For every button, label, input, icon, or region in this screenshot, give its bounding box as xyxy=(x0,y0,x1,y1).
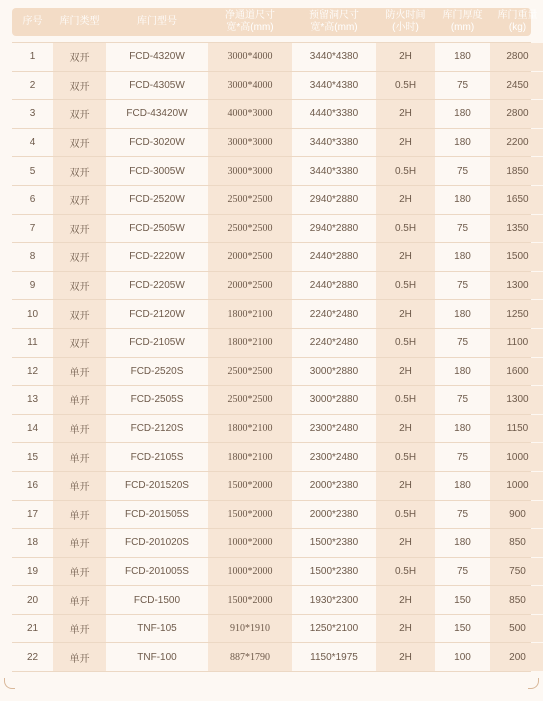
cell-fire-rating: 0.5H xyxy=(376,558,435,586)
cell-thickness: 180 xyxy=(435,358,490,386)
cell-clear-opening: 3000*4000 xyxy=(208,43,292,71)
cell-index: 13 xyxy=(12,386,53,414)
cell-clear-opening: 3000*3000 xyxy=(208,157,292,185)
cell-door-type: 双开 xyxy=(53,157,106,185)
cell-reserved-opening: 2240*2480 xyxy=(292,329,376,357)
cell-fire-rating: 0.5H xyxy=(376,72,435,100)
table-row xyxy=(12,558,531,587)
cell-index: 3 xyxy=(12,100,53,128)
cell-door-model: FCD-4305W xyxy=(106,72,208,100)
cell-clear-opening: 2000*2500 xyxy=(208,272,292,300)
cell-index: 11 xyxy=(12,329,53,357)
cell-door-type: 双开 xyxy=(53,329,106,357)
cell-weight: 500 xyxy=(490,615,543,643)
cell-index: 17 xyxy=(12,501,53,529)
cell-thickness: 75 xyxy=(435,329,490,357)
cell-door-type: 单开 xyxy=(53,472,106,500)
cell-weight: 2800 xyxy=(490,100,543,128)
cell-weight: 1250 xyxy=(490,300,543,328)
cell-door-model: FCD-2505S xyxy=(106,386,208,414)
cell-thickness: 75 xyxy=(435,215,490,243)
table-row xyxy=(12,586,531,615)
cell-fire-rating: 2H xyxy=(376,186,435,214)
cell-reserved-opening: 2440*2880 xyxy=(292,272,376,300)
cell-clear-opening: 1800*2100 xyxy=(208,329,292,357)
cell-reserved-opening: 1930*2300 xyxy=(292,586,376,614)
table-row xyxy=(12,501,531,530)
cell-door-type: 双开 xyxy=(53,186,106,214)
cell-door-model: FCD-2105S xyxy=(106,443,208,471)
cell-clear-opening: 1000*2000 xyxy=(208,558,292,586)
cell-door-type: 单开 xyxy=(53,558,106,586)
cell-weight: 1150 xyxy=(490,415,543,443)
table-row xyxy=(12,358,531,387)
cell-reserved-opening: 3000*2880 xyxy=(292,386,376,414)
cell-door-type: 双开 xyxy=(53,72,106,100)
cell-weight: 850 xyxy=(490,529,543,557)
cell-clear-opening: 1000*2000 xyxy=(208,529,292,557)
cell-door-model: FCD-2520W xyxy=(106,186,208,214)
cell-door-model: FCD-3005W xyxy=(106,157,208,185)
cell-weight: 850 xyxy=(490,586,543,614)
cell-index: 20 xyxy=(12,586,53,614)
cell-door-model: FCD-2520S xyxy=(106,358,208,386)
cell-door-model: TNF-100 xyxy=(106,643,208,671)
cell-weight: 1650 xyxy=(490,186,543,214)
cell-index: 4 xyxy=(12,129,53,157)
cell-clear-opening: 1500*2000 xyxy=(208,586,292,614)
table-header xyxy=(12,8,538,36)
cell-clear-opening: 3000*4000 xyxy=(208,72,292,100)
cell-reserved-opening: 1500*2380 xyxy=(292,529,376,557)
cell-fire-rating: 0.5H xyxy=(376,501,435,529)
cell-reserved-opening: 4440*3380 xyxy=(292,100,376,128)
table-body xyxy=(12,42,531,672)
table-row xyxy=(12,243,531,272)
cell-index: 7 xyxy=(12,215,53,243)
cell-clear-opening: 1800*2100 xyxy=(208,415,292,443)
cell-index: 10 xyxy=(12,300,53,328)
cell-weight: 900 xyxy=(490,501,543,529)
cell-reserved-opening: 2940*2880 xyxy=(292,186,376,214)
cell-thickness: 75 xyxy=(435,272,490,300)
cell-door-type: 单开 xyxy=(53,643,106,671)
cell-thickness: 180 xyxy=(435,300,490,328)
cell-fire-rating: 2H xyxy=(376,243,435,271)
cell-clear-opening: 4000*3000 xyxy=(208,100,292,128)
cell-clear-opening: 1500*2000 xyxy=(208,501,292,529)
cell-door-type: 双开 xyxy=(53,272,106,300)
header-weight: 库门重量 (kg) xyxy=(497,10,538,33)
cell-thickness: 180 xyxy=(435,129,490,157)
cell-door-model: FCD-201005S xyxy=(106,558,208,586)
table-row xyxy=(12,157,531,186)
cell-door-model: TNF-105 xyxy=(106,615,208,643)
cell-index: 14 xyxy=(12,415,53,443)
cell-clear-opening: 2000*2500 xyxy=(208,243,292,271)
cell-door-type: 单开 xyxy=(53,615,106,643)
cell-door-type: 双开 xyxy=(53,215,106,243)
cell-door-type: 单开 xyxy=(53,386,106,414)
cell-reserved-opening: 3440*4380 xyxy=(292,43,376,71)
cell-reserved-opening: 2000*2380 xyxy=(292,472,376,500)
cell-fire-rating: 2H xyxy=(376,643,435,671)
cell-weight: 2800 xyxy=(490,43,543,71)
table-row xyxy=(12,643,531,672)
cell-reserved-opening: 2300*2480 xyxy=(292,415,376,443)
table-row xyxy=(12,615,531,644)
cell-clear-opening: 3000*3000 xyxy=(208,129,292,157)
cell-thickness: 75 xyxy=(435,558,490,586)
cell-reserved-opening: 2240*2480 xyxy=(292,300,376,328)
cell-thickness: 180 xyxy=(435,100,490,128)
cell-fire-rating: 2H xyxy=(376,615,435,643)
header-index: 序号 xyxy=(22,16,43,27)
cell-fire-rating: 2H xyxy=(376,586,435,614)
cell-thickness: 180 xyxy=(435,43,490,71)
cell-reserved-opening: 1500*2380 xyxy=(292,558,376,586)
cell-door-type: 单开 xyxy=(53,415,106,443)
cell-clear-opening: 2500*2500 xyxy=(208,358,292,386)
cell-door-type: 单开 xyxy=(53,358,106,386)
header-reserved-opening: 预留洞尺寸 宽*高(mm) xyxy=(309,10,359,33)
cell-weight: 1850 xyxy=(490,157,543,185)
cell-weight: 1350 xyxy=(490,215,543,243)
cell-reserved-opening: 2940*2880 xyxy=(292,215,376,243)
cell-weight: 1000 xyxy=(490,443,543,471)
cell-door-model: FCD-201020S xyxy=(106,529,208,557)
table-row xyxy=(12,300,531,329)
cell-reserved-opening: 2300*2480 xyxy=(292,443,376,471)
cell-door-type: 双开 xyxy=(53,243,106,271)
cell-weight: 1300 xyxy=(490,272,543,300)
cell-fire-rating: 2H xyxy=(376,472,435,500)
cell-fire-rating: 2H xyxy=(376,358,435,386)
cell-door-type: 双开 xyxy=(53,129,106,157)
cell-reserved-opening: 3440*3380 xyxy=(292,157,376,185)
cell-thickness: 180 xyxy=(435,472,490,500)
cell-door-model: FCD-2120S xyxy=(106,415,208,443)
cell-fire-rating: 2H xyxy=(376,529,435,557)
cell-door-model: FCD-201520S xyxy=(106,472,208,500)
cell-fire-rating: 2H xyxy=(376,100,435,128)
cell-fire-rating: 0.5H xyxy=(376,157,435,185)
cell-index: 5 xyxy=(12,157,53,185)
cell-index: 19 xyxy=(12,558,53,586)
cell-thickness: 180 xyxy=(435,243,490,271)
cell-door-type: 双开 xyxy=(53,43,106,71)
cell-weight: 1300 xyxy=(490,386,543,414)
cell-index: 16 xyxy=(12,472,53,500)
decorative-corner-left xyxy=(4,678,15,689)
cell-thickness: 150 xyxy=(435,615,490,643)
header-door-model: 库门型号 xyxy=(137,16,177,27)
cell-clear-opening: 1800*2100 xyxy=(208,443,292,471)
table-row xyxy=(12,272,531,301)
cell-weight: 750 xyxy=(490,558,543,586)
cell-reserved-opening: 2440*2880 xyxy=(292,243,376,271)
cell-door-type: 单开 xyxy=(53,586,106,614)
cell-weight: 1600 xyxy=(490,358,543,386)
cell-reserved-opening: 2000*2380 xyxy=(292,501,376,529)
cell-clear-opening: 910*1910 xyxy=(208,615,292,643)
cell-thickness: 75 xyxy=(435,72,490,100)
table-row xyxy=(12,443,531,472)
cell-weight: 1500 xyxy=(490,243,543,271)
cell-reserved-opening: 3440*3380 xyxy=(292,129,376,157)
cell-door-model: FCD-2505W xyxy=(106,215,208,243)
cell-weight: 1100 xyxy=(490,329,543,357)
header-door-type: 库门类型 xyxy=(59,16,100,27)
cell-thickness: 75 xyxy=(435,443,490,471)
cell-thickness: 180 xyxy=(435,415,490,443)
cell-reserved-opening: 1250*2100 xyxy=(292,615,376,643)
cell-thickness: 100 xyxy=(435,643,490,671)
cell-index: 1 xyxy=(12,43,53,71)
cell-door-model: FCD-2120W xyxy=(106,300,208,328)
cell-thickness: 75 xyxy=(435,386,490,414)
table-row xyxy=(12,186,531,215)
cell-reserved-opening: 3000*2880 xyxy=(292,358,376,386)
cell-fire-rating: 0.5H xyxy=(376,386,435,414)
cell-door-model: FCD-3020W xyxy=(106,129,208,157)
table-row xyxy=(12,72,531,101)
cell-clear-opening: 2500*2500 xyxy=(208,215,292,243)
cell-weight: 200 xyxy=(490,643,543,671)
cell-thickness: 150 xyxy=(435,586,490,614)
cell-index: 6 xyxy=(12,186,53,214)
table-row xyxy=(12,329,531,358)
cell-weight: 2450 xyxy=(490,72,543,100)
cell-index: 2 xyxy=(12,72,53,100)
cell-fire-rating: 0.5H xyxy=(376,329,435,357)
cell-door-type: 双开 xyxy=(53,100,106,128)
header-fire-rating: 防火时间 (小时) xyxy=(385,10,426,33)
cell-door-model: FCD-4320W xyxy=(106,43,208,71)
table-row xyxy=(12,215,531,244)
cell-index: 22 xyxy=(12,643,53,671)
cell-door-type: 单开 xyxy=(53,501,106,529)
cell-thickness: 180 xyxy=(435,529,490,557)
cell-door-model: FCD-2205W xyxy=(106,272,208,300)
table-row xyxy=(12,472,531,501)
cell-door-model: FCD-43420W xyxy=(106,100,208,128)
cell-door-type: 双开 xyxy=(53,300,106,328)
table-row xyxy=(12,43,531,72)
cell-clear-opening: 887*1790 xyxy=(208,643,292,671)
cell-door-type: 单开 xyxy=(53,443,106,471)
cell-index: 12 xyxy=(12,358,53,386)
cell-thickness: 75 xyxy=(435,157,490,185)
cell-door-model: FCD-201505S xyxy=(106,501,208,529)
header-thickness: 库门厚度 (mm) xyxy=(442,10,483,33)
cell-clear-opening: 1800*2100 xyxy=(208,300,292,328)
cell-fire-rating: 2H xyxy=(376,300,435,328)
table-row xyxy=(12,386,531,415)
table-row xyxy=(12,100,531,129)
cell-door-type: 单开 xyxy=(53,529,106,557)
decorative-corner-right xyxy=(528,678,539,689)
cell-fire-rating: 2H xyxy=(376,129,435,157)
cell-clear-opening: 2500*2500 xyxy=(208,386,292,414)
cell-index: 18 xyxy=(12,529,53,557)
cell-thickness: 180 xyxy=(435,186,490,214)
cell-fire-rating: 0.5H xyxy=(376,272,435,300)
table-row xyxy=(12,129,531,158)
cell-fire-rating: 2H xyxy=(376,415,435,443)
cell-weight: 1000 xyxy=(490,472,543,500)
cell-reserved-opening: 1150*1975 xyxy=(292,643,376,671)
table-row xyxy=(12,529,531,558)
cell-clear-opening: 1500*2000 xyxy=(208,472,292,500)
cell-thickness: 75 xyxy=(435,501,490,529)
cell-weight: 2200 xyxy=(490,129,543,157)
cell-index: 15 xyxy=(12,443,53,471)
cell-door-model: FCD-2105W xyxy=(106,329,208,357)
cell-index: 9 xyxy=(12,272,53,300)
table-row xyxy=(12,415,531,444)
cell-reserved-opening: 3440*4380 xyxy=(292,72,376,100)
cell-index: 8 xyxy=(12,243,53,271)
header-clear-opening: 净通道尺寸 宽*高(mm) xyxy=(225,10,275,33)
cell-fire-rating: 0.5H xyxy=(376,443,435,471)
cell-index: 21 xyxy=(12,615,53,643)
cell-door-model: FCD-2220W xyxy=(106,243,208,271)
cell-clear-opening: 2500*2500 xyxy=(208,186,292,214)
cell-fire-rating: 2H xyxy=(376,43,435,71)
cell-fire-rating: 0.5H xyxy=(376,215,435,243)
cell-door-model: FCD-1500 xyxy=(106,586,208,614)
